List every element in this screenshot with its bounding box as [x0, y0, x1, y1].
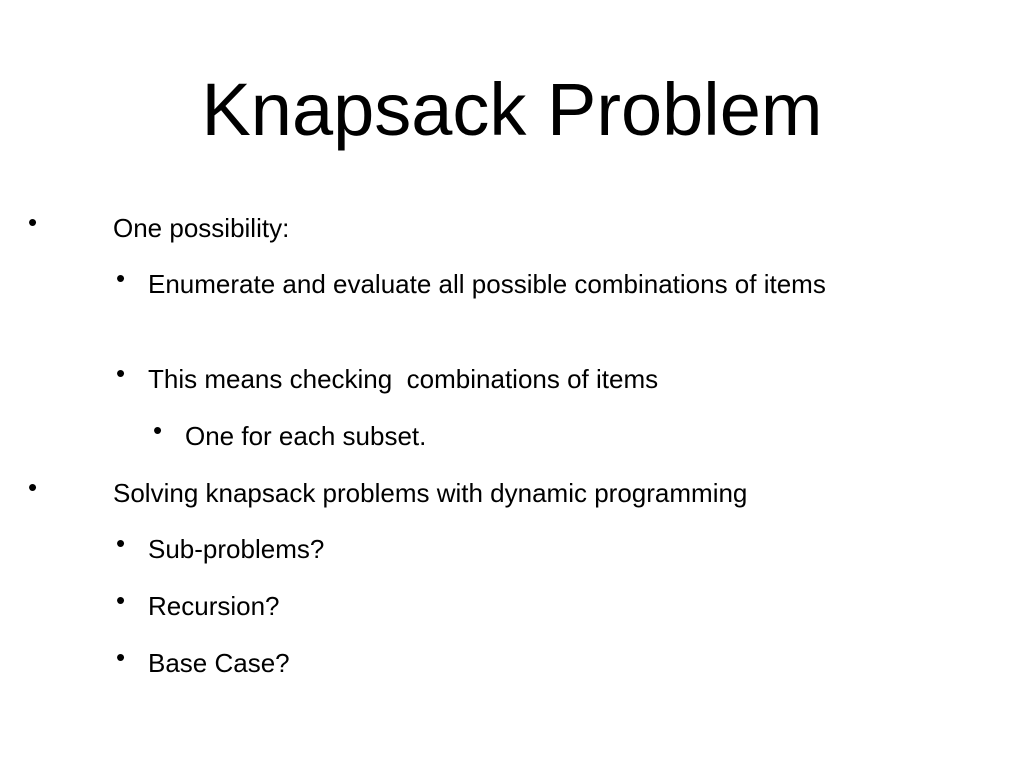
bullet-dot-icon: •: [116, 585, 126, 615]
bullet-text: Solving knapsack problems with dynamic programming: [113, 478, 748, 508]
bullet-dot-icon: •: [28, 472, 38, 502]
bullet-text: One possibility:: [113, 213, 290, 243]
bullet-item: [116, 358, 659, 399]
bullet-text: Sub-problems?: [148, 534, 325, 564]
bullet-item: [28, 472, 748, 513]
bullet-item: [116, 263, 898, 304]
bullet-text: Enumerate and evaluate all possible combinations of items: [148, 269, 826, 299]
bullet-item: [116, 642, 290, 683]
bullet-dot-icon: •: [116, 358, 126, 388]
bullet-text: One for each subset.: [185, 421, 427, 451]
bullet-text: Recursion?: [148, 591, 280, 621]
bullet-dot-icon: •: [116, 263, 126, 293]
bullet-item: [28, 207, 290, 248]
bullet-item: [116, 585, 280, 626]
bullet-item: [153, 415, 427, 456]
bullet-text: This means checking combinations of items: [148, 364, 659, 394]
bullet-dot-icon: •: [153, 415, 163, 445]
bullet-dot-icon: •: [116, 642, 126, 672]
slide-title: Knapsack Problem: [201, 68, 823, 151]
bullet-dot-icon: •: [116, 528, 126, 558]
bullet-dot-icon: •: [28, 207, 38, 237]
bullet-item: [116, 528, 325, 569]
bullet-text: Base Case?: [148, 648, 290, 678]
